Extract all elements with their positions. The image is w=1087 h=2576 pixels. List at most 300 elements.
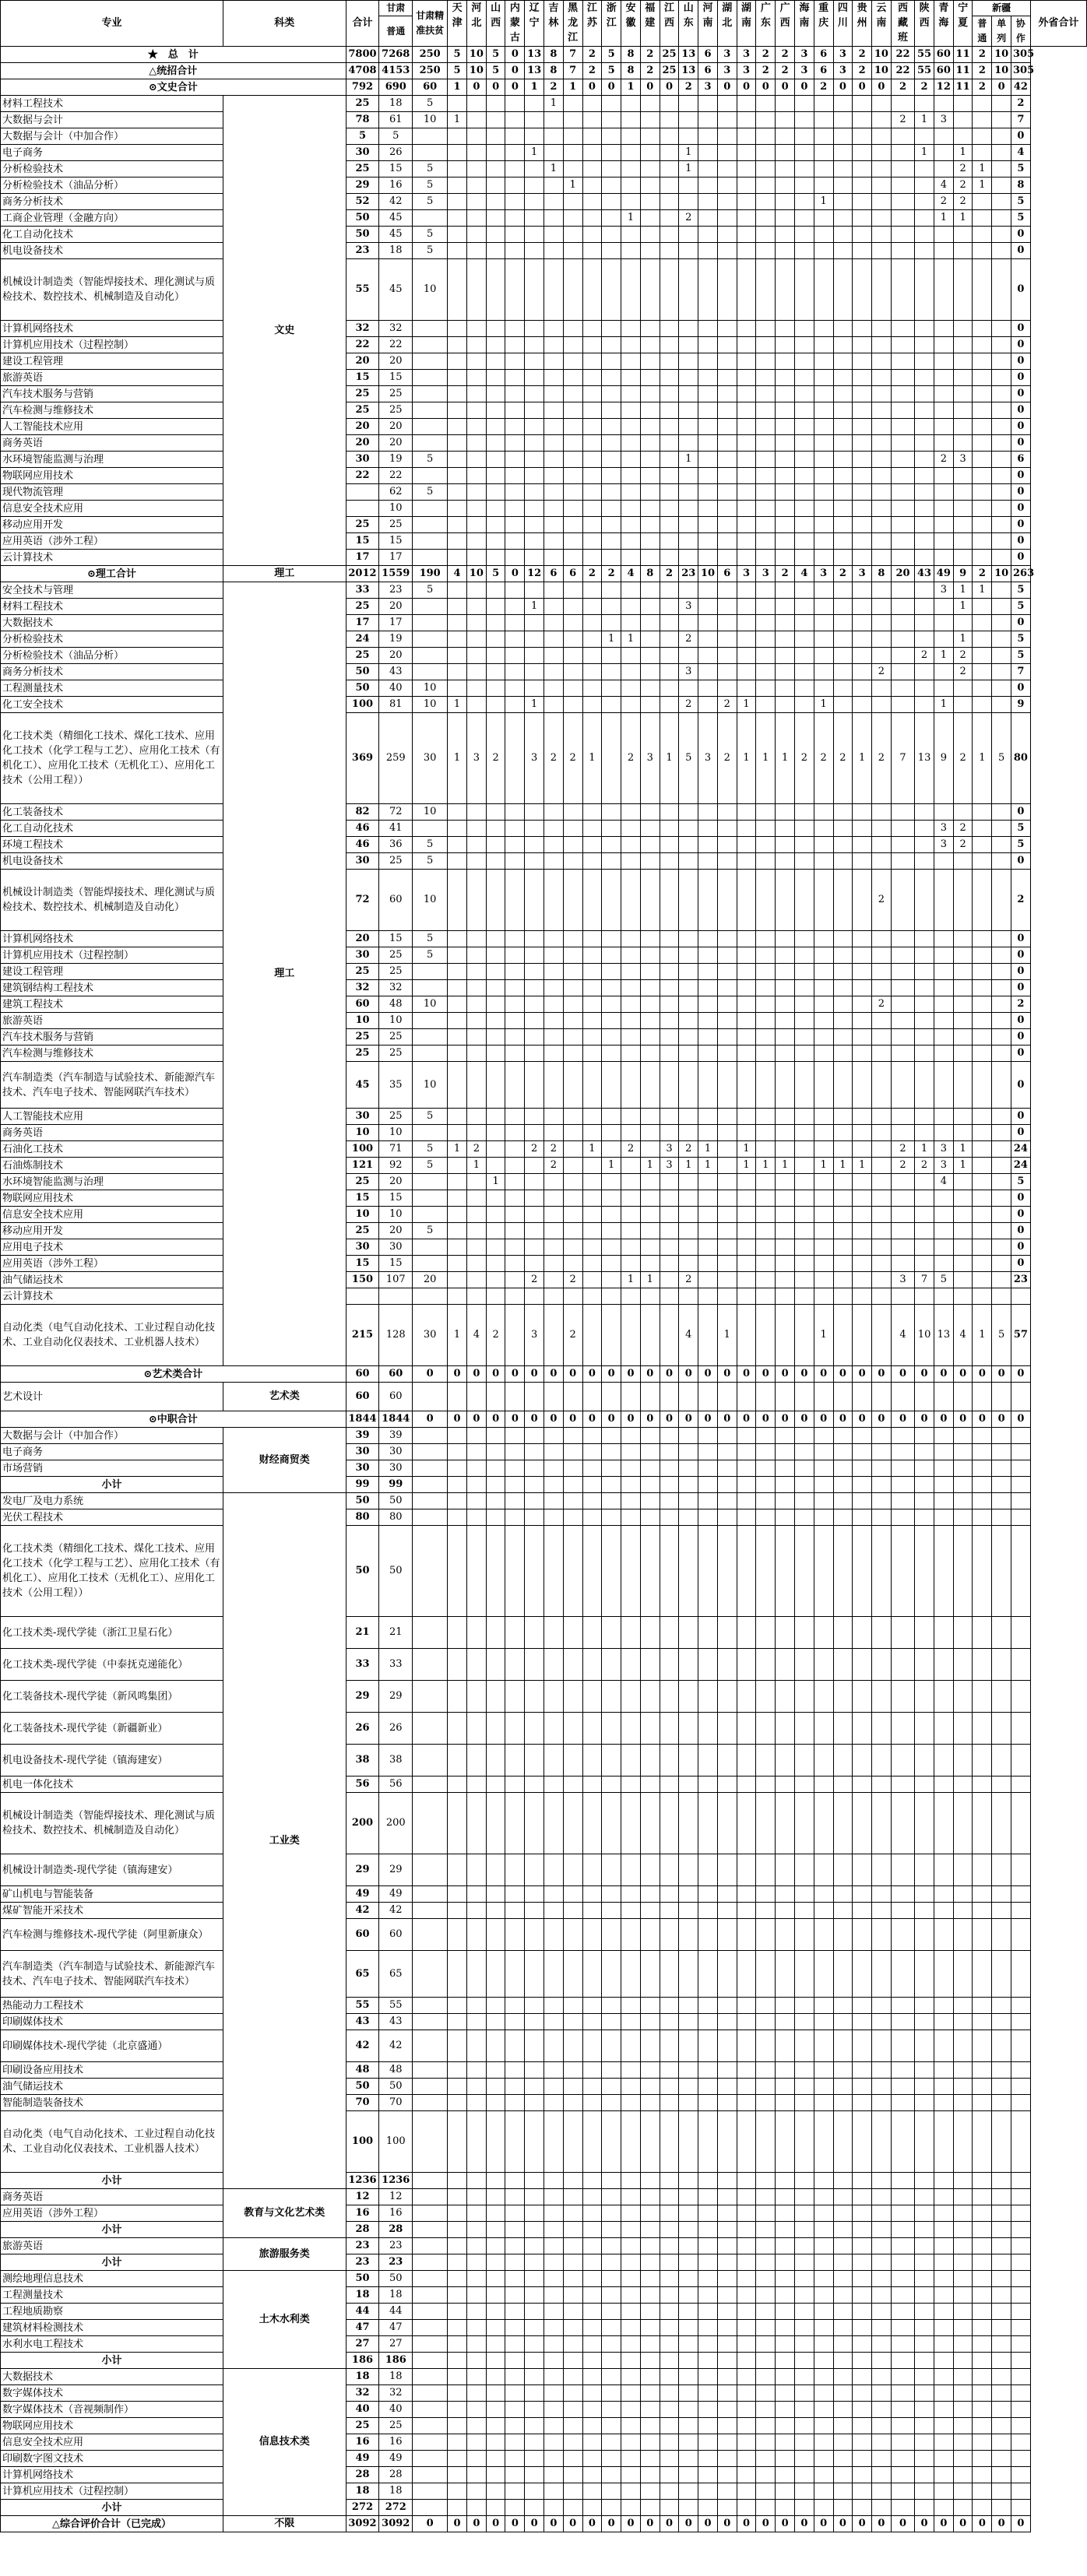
table-row xyxy=(1,2467,1087,2483)
value-cell xyxy=(486,1493,505,1509)
total-cell: 24 xyxy=(346,631,379,648)
value-cell xyxy=(563,870,582,931)
value-cell xyxy=(737,177,756,194)
value-cell xyxy=(776,2369,795,2385)
value-cell xyxy=(413,550,448,566)
value-cell xyxy=(934,2079,953,2095)
value-cell xyxy=(992,419,1011,435)
value-cell xyxy=(602,1109,621,1125)
value-cell xyxy=(794,804,814,821)
value-cell xyxy=(934,1854,953,1886)
value-cell xyxy=(717,582,737,599)
value-cell xyxy=(448,980,467,996)
value-cell xyxy=(602,2254,621,2271)
value-cell xyxy=(486,582,505,599)
value-cell xyxy=(794,2079,814,2095)
outside-total-cell: 0 xyxy=(1011,435,1031,452)
value-cell xyxy=(582,210,602,227)
value-cell xyxy=(992,1125,1011,1141)
value-cell xyxy=(737,1383,756,1411)
total-cell: 30 xyxy=(346,452,379,468)
value-cell xyxy=(544,1745,564,1776)
table-row xyxy=(1,1919,1087,1951)
value-cell xyxy=(525,2336,544,2353)
value-cell xyxy=(486,2062,505,2079)
value-cell xyxy=(833,452,853,468)
outside-total-cell: 5 xyxy=(1011,821,1031,837)
value-cell xyxy=(660,1713,679,1745)
value-cell xyxy=(602,2467,621,2483)
value-cell: 1 xyxy=(679,161,698,177)
value-cell: 10 xyxy=(379,1125,413,1141)
value-cell: 1 xyxy=(953,631,973,648)
value-cell xyxy=(814,1793,833,1854)
value-cell xyxy=(698,2320,718,2336)
value-cell xyxy=(794,112,814,128)
value-cell xyxy=(915,227,934,243)
value-cell xyxy=(737,243,756,259)
value-cell xyxy=(698,615,718,631)
value-cell xyxy=(486,517,505,533)
value-cell xyxy=(466,2369,486,2385)
value-cell: 10 xyxy=(466,47,486,63)
value-cell: 1 xyxy=(525,145,544,161)
value-cell xyxy=(872,1207,892,1223)
value-cell xyxy=(698,980,718,996)
value-cell xyxy=(717,2336,737,2353)
major-cell: 大数据与会计 xyxy=(1,112,223,128)
value-cell xyxy=(992,484,1011,501)
value-cell xyxy=(872,582,892,599)
value-cell xyxy=(814,2079,833,2095)
value-cell xyxy=(992,2030,1011,2062)
table-row xyxy=(1,2320,1087,2336)
value-cell xyxy=(505,1793,525,1854)
outside-total-cell: 0 xyxy=(1011,337,1031,353)
value-cell: 0 xyxy=(486,2516,505,2532)
value-cell xyxy=(413,1239,448,1256)
value-cell xyxy=(679,2095,698,2111)
value-cell xyxy=(776,1713,795,1745)
table-row xyxy=(1,128,1087,145)
value-cell xyxy=(953,2062,973,2079)
value-cell xyxy=(448,1158,467,1174)
value-cell xyxy=(794,947,814,964)
value-cell xyxy=(563,128,582,145)
table-row xyxy=(1,2014,1087,2030)
value-cell xyxy=(853,2205,872,2222)
value-cell: 99 xyxy=(379,1477,413,1493)
value-cell xyxy=(660,1190,679,1207)
value-cell xyxy=(679,1190,698,1207)
value-cell: 259 xyxy=(379,713,413,804)
value-cell xyxy=(448,2111,467,2173)
value-cell xyxy=(679,1617,698,1649)
value-cell: 0 xyxy=(833,2516,853,2532)
value-cell: 0 xyxy=(660,79,679,96)
value-cell xyxy=(891,435,914,452)
value-cell xyxy=(660,1681,679,1713)
value-cell xyxy=(505,1288,525,1305)
value-cell xyxy=(505,435,525,452)
value-cell xyxy=(621,2369,641,2385)
value-cell xyxy=(544,2030,564,2062)
value-cell xyxy=(525,1951,544,1998)
value-cell xyxy=(602,386,621,402)
value-cell xyxy=(602,2353,621,2369)
value-cell xyxy=(679,1951,698,1998)
value-cell xyxy=(698,533,718,550)
value-cell xyxy=(448,419,467,435)
value-cell xyxy=(582,419,602,435)
major-cell: 计算机应用技术（过程控制） xyxy=(1,337,223,353)
value-cell xyxy=(582,259,602,321)
value-cell xyxy=(934,1509,953,1526)
value-cell xyxy=(602,615,621,631)
value-cell xyxy=(525,582,544,599)
value-cell xyxy=(698,964,718,980)
value-cell: 0 xyxy=(448,2516,467,2532)
value-cell xyxy=(413,2369,448,2385)
value-cell xyxy=(466,931,486,947)
value-cell xyxy=(525,386,544,402)
value-cell xyxy=(853,337,872,353)
value-cell xyxy=(872,321,892,337)
outside-total-cell xyxy=(1011,1903,1031,1919)
value-cell xyxy=(582,1190,602,1207)
value-cell: 8 xyxy=(621,63,641,79)
value-cell xyxy=(698,145,718,161)
value-cell xyxy=(466,582,486,599)
value-cell xyxy=(737,631,756,648)
value-cell xyxy=(833,1854,853,1886)
value-cell xyxy=(582,582,602,599)
value-cell xyxy=(973,370,992,386)
value-cell xyxy=(737,1428,756,1444)
value-cell xyxy=(992,648,1011,664)
value-cell xyxy=(833,210,853,227)
value-cell xyxy=(814,227,833,243)
value-cell xyxy=(737,353,756,370)
value-cell xyxy=(973,452,992,468)
value-cell xyxy=(934,1207,953,1223)
value-cell: 3 xyxy=(814,566,833,582)
value-cell xyxy=(891,1460,914,1477)
value-cell: 13 xyxy=(679,63,698,79)
value-cell xyxy=(756,533,776,550)
value-cell xyxy=(833,370,853,386)
value-cell xyxy=(872,964,892,980)
value-cell xyxy=(915,1190,934,1207)
value-cell xyxy=(448,804,467,821)
table-row xyxy=(1,2418,1087,2434)
value-cell xyxy=(413,1444,448,1460)
value-cell xyxy=(448,2287,467,2304)
value-cell xyxy=(698,1029,718,1046)
table-row xyxy=(1,1109,1087,1125)
value-cell xyxy=(660,2336,679,2353)
value-cell xyxy=(698,2369,718,2385)
value-cell xyxy=(448,435,467,452)
outside-total-cell: 5 xyxy=(1011,1174,1031,1190)
value-cell xyxy=(973,2173,992,2189)
value-cell xyxy=(505,931,525,947)
value-cell xyxy=(660,1649,679,1681)
value-cell xyxy=(853,1223,872,1239)
value-cell xyxy=(640,1998,660,2014)
value-cell xyxy=(794,386,814,402)
value-cell: 0 xyxy=(525,1366,544,1383)
value-cell xyxy=(544,1013,564,1029)
value-cell xyxy=(505,227,525,243)
value-cell xyxy=(992,1029,1011,1046)
value-cell: 2 xyxy=(776,47,795,63)
total-cell: 15 xyxy=(346,1190,379,1207)
value-cell xyxy=(602,1998,621,2014)
value-cell xyxy=(525,533,544,550)
value-cell xyxy=(953,680,973,697)
value-cell xyxy=(737,1109,756,1125)
value-cell xyxy=(486,2189,505,2205)
value-cell xyxy=(973,243,992,259)
value-cell xyxy=(621,1013,641,1029)
value-cell xyxy=(872,1713,892,1745)
value-cell xyxy=(640,804,660,821)
value-cell xyxy=(698,1223,718,1239)
value-cell xyxy=(833,1776,853,1793)
value-cell xyxy=(915,1125,934,1141)
outside-total-cell: 0 xyxy=(1011,980,1031,996)
value-cell: 2 xyxy=(891,79,914,96)
major-cell: 计算机应用技术（过程控制） xyxy=(1,947,223,964)
value-cell xyxy=(776,2434,795,2451)
value-cell xyxy=(814,2336,833,2353)
value-cell xyxy=(992,2467,1011,2483)
value-cell xyxy=(505,1428,525,1444)
value-cell xyxy=(717,1256,737,1272)
value-cell xyxy=(717,259,737,321)
value-cell xyxy=(794,2254,814,2271)
value-cell xyxy=(891,1062,914,1109)
value-cell xyxy=(448,337,467,353)
value-cell xyxy=(934,386,953,402)
value-cell: 6 xyxy=(698,47,718,63)
major-cell: 印刷媒体技术 xyxy=(1,2014,223,2030)
outside-total-cell: 80 xyxy=(1011,713,1031,804)
value-cell xyxy=(698,1649,718,1681)
value-cell xyxy=(717,533,737,550)
header-province: 安徽 xyxy=(621,1,641,47)
value-cell xyxy=(853,2030,872,2062)
value-cell xyxy=(621,2402,641,2418)
value-cell xyxy=(776,599,795,615)
value-cell xyxy=(814,648,833,664)
value-cell xyxy=(934,2111,953,2173)
value-cell xyxy=(486,996,505,1013)
value-cell xyxy=(756,2483,776,2500)
value-cell xyxy=(582,1617,602,1649)
outside-total-cell: 57 xyxy=(1011,1305,1031,1366)
value-cell xyxy=(621,931,641,947)
outside-total-cell xyxy=(1011,2189,1031,2205)
value-cell xyxy=(915,1428,934,1444)
value-cell xyxy=(621,1444,641,1460)
value-cell xyxy=(602,2062,621,2079)
value-cell xyxy=(640,2320,660,2336)
value-cell: 10 xyxy=(992,566,1011,582)
value-cell xyxy=(679,1713,698,1745)
major-cell: 商务英语 xyxy=(1,1125,223,1141)
value-cell xyxy=(660,2369,679,2385)
value-cell xyxy=(833,337,853,353)
value-cell xyxy=(737,2304,756,2320)
value-cell xyxy=(582,468,602,484)
value-cell xyxy=(486,615,505,631)
value-cell xyxy=(582,870,602,931)
value-cell xyxy=(466,680,486,697)
outside-total-cell: 0 xyxy=(1011,680,1031,697)
value-cell xyxy=(973,321,992,337)
value-cell xyxy=(486,2483,505,2500)
value-cell xyxy=(679,243,698,259)
value-cell xyxy=(448,1649,467,1681)
value-cell xyxy=(466,2254,486,2271)
value-cell xyxy=(737,128,756,145)
value-cell xyxy=(563,1174,582,1190)
value-cell: 6 xyxy=(717,566,737,582)
value-cell xyxy=(717,435,737,452)
value-cell xyxy=(466,2451,486,2467)
value-cell: 3 xyxy=(660,1141,679,1158)
value-cell xyxy=(582,402,602,419)
value-cell xyxy=(448,2369,467,2385)
value-cell xyxy=(525,1509,544,1526)
value-cell xyxy=(717,128,737,145)
value-cell xyxy=(602,2271,621,2287)
value-cell xyxy=(853,2353,872,2369)
value-cell xyxy=(776,2402,795,2418)
value-cell: 5 xyxy=(413,582,448,599)
value-cell xyxy=(953,2014,973,2030)
value-cell xyxy=(640,353,660,370)
value-cell xyxy=(794,1305,814,1366)
value-cell: 3 xyxy=(679,599,698,615)
value-cell xyxy=(853,533,872,550)
value-cell xyxy=(737,402,756,419)
value-cell xyxy=(582,321,602,337)
value-cell xyxy=(621,1062,641,1109)
value-cell xyxy=(833,947,853,964)
value-cell xyxy=(814,1649,833,1681)
value-cell xyxy=(833,386,853,402)
value-cell xyxy=(660,648,679,664)
outside-total-cell xyxy=(1011,2500,1031,2516)
outside-total-cell: 305 xyxy=(1011,47,1031,63)
value-cell xyxy=(934,996,953,1013)
table-row xyxy=(1,1174,1087,1190)
value-cell xyxy=(776,615,795,631)
value-cell xyxy=(853,550,872,566)
value-cell xyxy=(486,1013,505,1029)
value-cell xyxy=(602,1460,621,1477)
value-cell xyxy=(833,2434,853,2451)
value-cell xyxy=(466,2222,486,2238)
value-cell xyxy=(563,1141,582,1158)
value-cell xyxy=(833,2254,853,2271)
value-cell xyxy=(525,2451,544,2467)
value-cell xyxy=(756,1951,776,1998)
value-cell xyxy=(505,1460,525,1477)
value-cell xyxy=(915,631,934,648)
value-cell xyxy=(486,96,505,112)
value-cell: 42 xyxy=(379,1903,413,1919)
value-cell: 2 xyxy=(544,79,564,96)
value-cell xyxy=(640,194,660,210)
value-cell xyxy=(872,517,892,533)
outside-total-cell xyxy=(1011,2254,1031,2271)
value-cell xyxy=(525,2320,544,2336)
value-cell: 250 xyxy=(413,47,448,63)
value-cell xyxy=(717,402,737,419)
value-cell xyxy=(992,931,1011,947)
total-cell: 25 xyxy=(346,599,379,615)
value-cell xyxy=(563,2271,582,2287)
value-cell xyxy=(466,1951,486,1998)
value-cell: 61 xyxy=(379,112,413,128)
value-cell xyxy=(776,1288,795,1305)
value-cell xyxy=(413,1681,448,1713)
value-cell xyxy=(737,1713,756,1745)
value-cell xyxy=(563,615,582,631)
value-cell xyxy=(448,370,467,386)
value-cell xyxy=(776,1125,795,1141)
major-cell: 信息安全技术应用 xyxy=(1,2434,223,2451)
value-cell xyxy=(448,1272,467,1288)
value-cell xyxy=(621,2336,641,2353)
value-cell xyxy=(814,259,833,321)
value-cell xyxy=(992,631,1011,648)
value-cell: 15 xyxy=(379,533,413,550)
value-cell: 45 xyxy=(379,210,413,227)
value-cell xyxy=(973,2353,992,2369)
value-cell xyxy=(660,821,679,837)
major-cell: 印刷媒体技术-现代学徒（北京盛通） xyxy=(1,2030,223,2062)
value-cell xyxy=(717,145,737,161)
value-cell xyxy=(776,2238,795,2254)
value-cell xyxy=(717,1125,737,1141)
value-cell xyxy=(679,2467,698,2483)
value-cell xyxy=(814,1493,833,1509)
major-cell: 小计 xyxy=(1,2254,223,2271)
value-cell xyxy=(466,435,486,452)
major-cell: 旅游英语 xyxy=(1,370,223,386)
value-cell: 15 xyxy=(379,1256,413,1272)
value-cell: 5 xyxy=(486,47,505,63)
value-cell: 92 xyxy=(379,1158,413,1174)
total-cell xyxy=(346,501,379,517)
value-cell xyxy=(448,1509,467,1526)
value-cell xyxy=(698,321,718,337)
value-cell xyxy=(973,419,992,435)
value-cell xyxy=(833,1239,853,1256)
value-cell: 1 xyxy=(621,79,641,96)
value-cell xyxy=(679,2434,698,2451)
value-cell xyxy=(953,1713,973,1745)
value-cell xyxy=(466,2111,486,2173)
value-cell xyxy=(621,2287,641,2304)
value-cell xyxy=(679,2111,698,2173)
total-cell: 25 xyxy=(346,2418,379,2434)
